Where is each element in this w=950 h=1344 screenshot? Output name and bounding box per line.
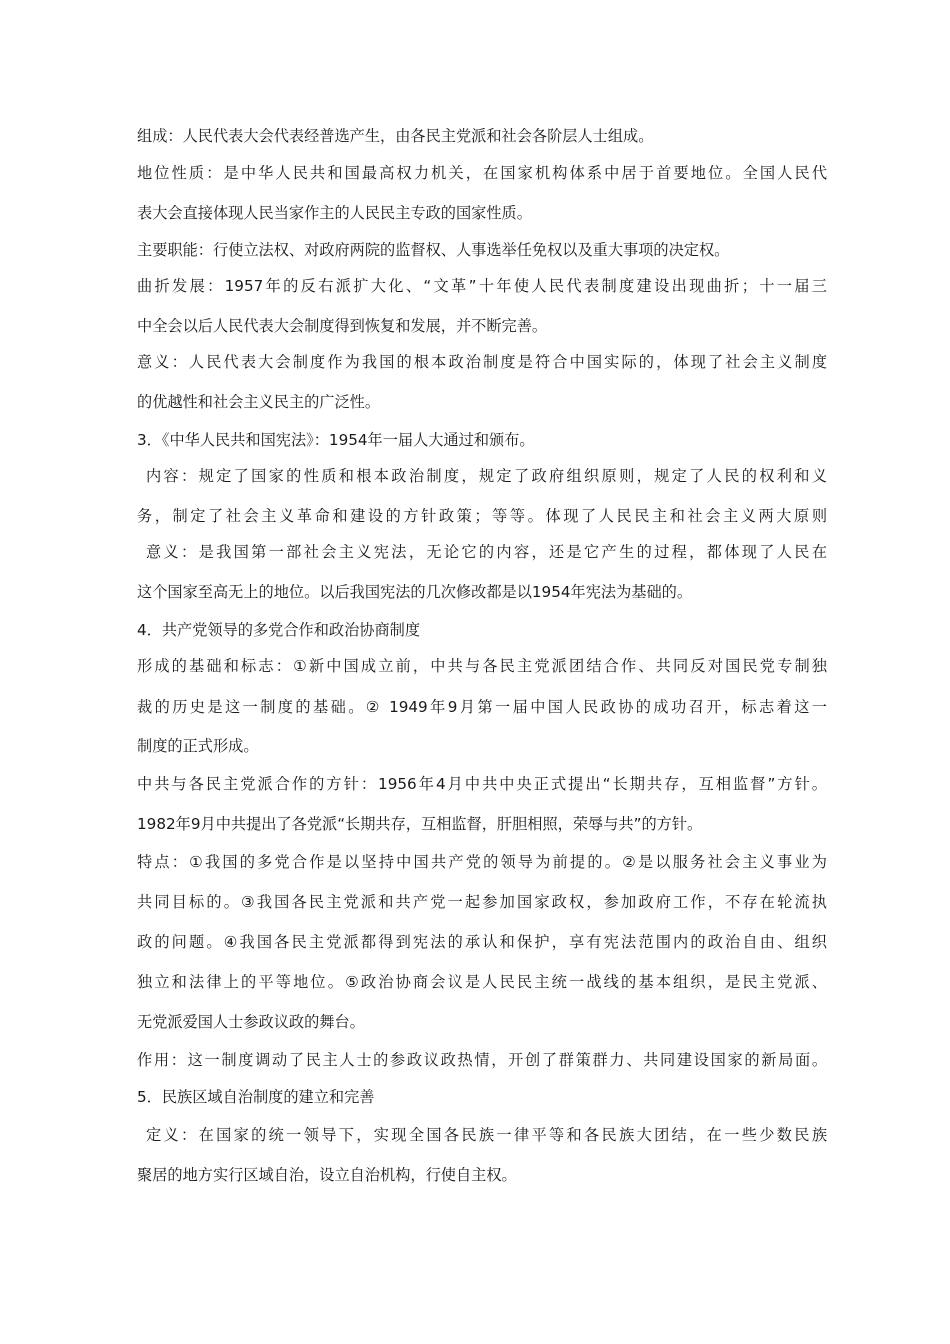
paragraph-line: 聚居的地方实行区域自治，设立自治机构，行使自主权。 [137, 1166, 517, 1184]
paragraph-line: 制度的正式形成。 [137, 737, 259, 755]
paragraph-line: 中全会以后人民代表大会制度得到恢复和发展，并不断完善。 [137, 317, 548, 335]
paragraph-line: 形成的基础和标志：①新中国成立前，中共与各民主党派团结合作、共同反对国民党专制独 [137, 657, 827, 675]
paragraph-line: 务，制定了社会主义革命和建设的方针政策；等等。体现了人民民主和社会主义两大原则 [137, 507, 827, 525]
section-heading: 4．共产党领导的多党合作和政治协商制度 [137, 621, 421, 639]
paragraph-line: 特点：①我国的多党合作是以坚持中国共产党的领导为前提的。②是以服务社会主义事业为 [137, 853, 827, 871]
paragraph-line: 这个国家至高无上的地位。以后我国宪法的几次修改都是以1954年宪法为基础的。 [137, 583, 693, 601]
paragraph-line: 政的问题。④我国各民主党派都得到宪法的承认和保护，享有宪法范围内的政治自由、组织 [137, 933, 827, 951]
paragraph-line: 作用：这一制度调动了民主人士的参政议政热情，开创了群策群力、共同建设国家的新局面。 [137, 1051, 827, 1069]
paragraph-line: 曲折发展：1957年的反右派扩大化、“文革”十年使人民代表制度建设出现曲折；十一届三 [137, 277, 827, 295]
paragraph-line: 1982年9月中共提出了各党派“长期共存，互相监督，肝胆相照，荣辱与共”的方针。 [137, 815, 703, 833]
section-heading: 5．民族区域自治制度的建立和完善 [137, 1088, 375, 1106]
paragraph-line: 的优越性和社会主义民主的广泛性。 [137, 393, 380, 411]
paragraph-line: 定义：在国家的统一领导下，实现全国各民族一律平等和各民族大团结，在一些少数民族 [146, 1126, 827, 1144]
paragraph-line: 独立和法律上的平等地位。⑤政治协商会议是人民民主统一战线的基本组织，是民主党派、 [137, 973, 827, 991]
paragraph-line: 中共与各民主党派合作的方针：1956年4月中共中央正式提出“长期共存，互相监督”方针。 [137, 775, 827, 793]
paragraph-line: 裁的历史是这一制度的基础。② 1949年9月第一届中国人民政协的成功召开，标志着这一 [137, 698, 827, 716]
paragraph-line: 内容：规定了国家的性质和根本政治制度，规定了政府组织原则，规定了人民的权利和义 [146, 467, 827, 485]
section-heading: 3．《中华人民共和国宪法》：1954年一届人大通过和颁布。 [137, 431, 535, 449]
paragraph-line: 地位性质：是中华人民共和国最高权力机关，在国家机构体系中居于首要地位。全国人民代 [137, 164, 827, 182]
paragraph-line: 共同目标的。③我国各民主党派和共产党一起参加国家政权，参加政府工作，不存在轮流执 [137, 893, 827, 911]
paragraph-line: 意义：是我国第一部社会主义宪法，无论它的内容，还是它产生的过程，都体现了人民在 [146, 543, 827, 561]
paragraph-line: 组成：人民代表大会代表经普选产生，由各民主党派和社会各阶层人士组成。 [137, 127, 654, 145]
paragraph-line: 主要职能：行使立法权、对政府两院的监督权、人事选举任免权以及重大事项的决定权。 [137, 241, 730, 259]
paragraph-line: 表大会直接体现人民当家作主的人民民主专政的国家性质。 [137, 204, 532, 222]
paragraph-line: 意义：人民代表大会制度作为我国的根本政治制度是符合中国实际的，体现了社会主义制度 [137, 353, 827, 371]
paragraph-line: 无党派爱国人士参政议政的舞台。 [137, 1013, 365, 1031]
